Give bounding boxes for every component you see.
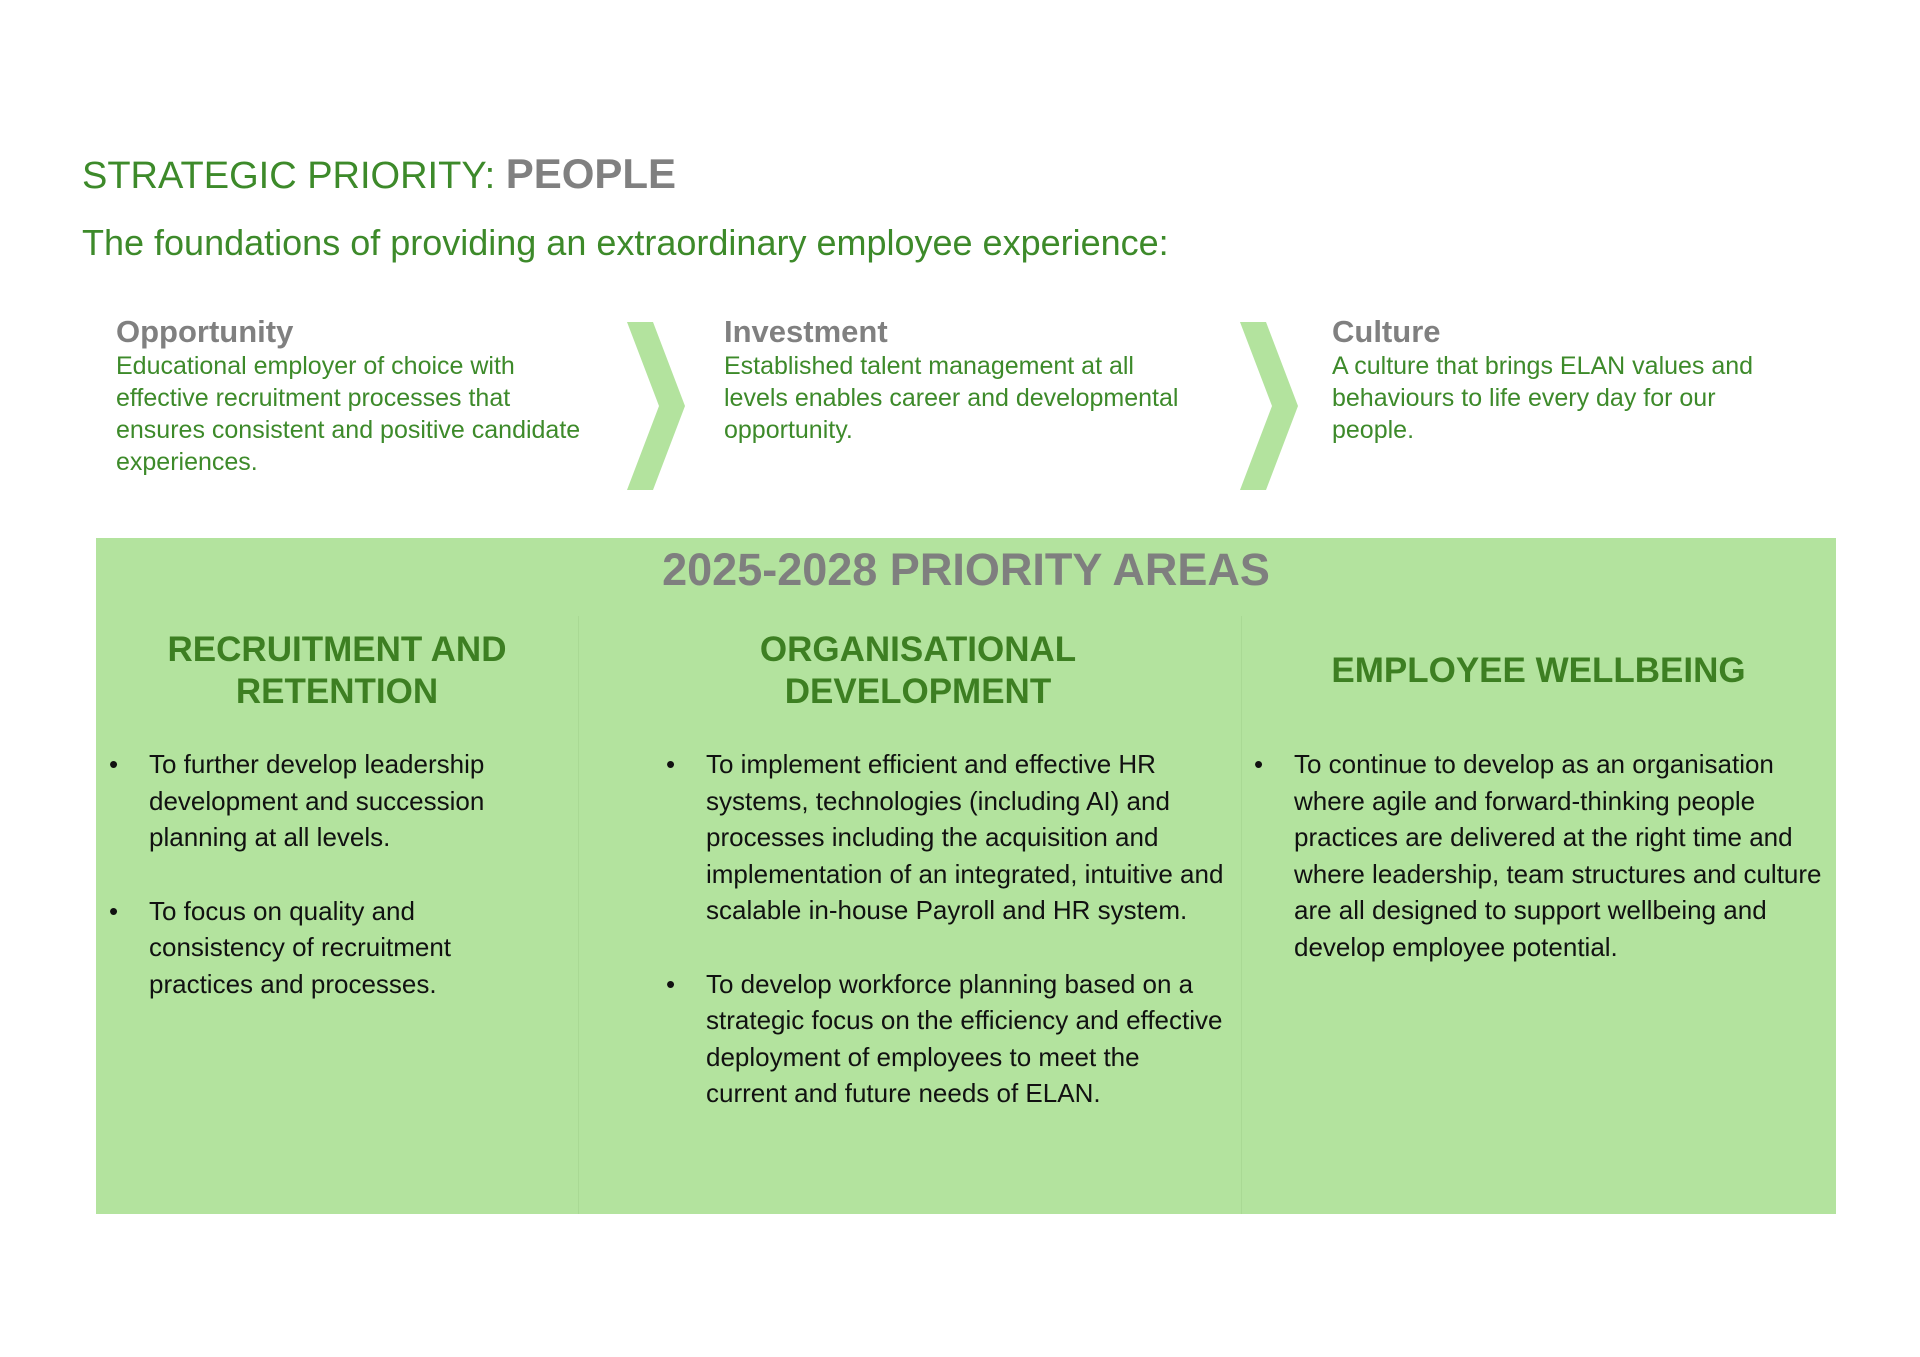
column-heading-line: EMPLOYEE WELLBEING bbox=[1331, 651, 1746, 690]
foundation-text: A culture that brings ELAN values and behaviours to life every day for our people. bbox=[1332, 352, 1754, 444]
bullet: • bbox=[109, 895, 119, 926]
chevron-arrow-icon bbox=[627, 322, 687, 490]
priority-column-wellbeing bbox=[1241, 616, 1836, 1214]
list-item-text: To further develop leadership development and succession planning at all levels. bbox=[149, 749, 485, 852]
priority-column-organisational bbox=[578, 616, 1241, 1214]
foundation-title: Culture bbox=[1332, 314, 1441, 349]
column-heading bbox=[1241, 616, 1836, 726]
page-subtitle: The foundations of providing an extraordinary employee experience: bbox=[82, 222, 1169, 263]
column-heading-line: RETENTION bbox=[235, 672, 439, 711]
foundation-title: Opportunity bbox=[116, 314, 294, 349]
list-item bbox=[666, 746, 1226, 929]
list-item-text: To implement efficient and effective HR systems, technologies (including AI) and processes including the acquisition and implementation of an integrated, intuitive and scalable in-house Payroll and HR system. bbox=[706, 749, 1224, 925]
page-heading bbox=[82, 150, 676, 198]
chevron-arrow-icon bbox=[1240, 322, 1300, 490]
heading-emphasis: PEOPLE bbox=[505, 150, 677, 197]
priority-areas-title: 2025-2028 PRIORITY AREAS bbox=[662, 544, 1270, 595]
column-heading bbox=[96, 616, 578, 726]
bullet: • bbox=[666, 968, 676, 999]
heading-prefix: STRATEGIC PRIORITY: bbox=[82, 155, 506, 197]
list-item bbox=[109, 893, 549, 1003]
priority-column-recruitment bbox=[96, 616, 578, 1214]
foundation-culture bbox=[1332, 314, 1802, 446]
foundation-text: Established talent management at all levels enables career and developmental opportunity. bbox=[724, 352, 1179, 444]
column-heading-line: RECRUITMENT AND bbox=[167, 630, 507, 669]
list-item-text: To develop workforce planning based on a strategic focus on the efficiency and effective deployment of employees to meet the current and future needs of ELAN. bbox=[706, 968, 1223, 1108]
column-heading-line: ORGANISATIONAL bbox=[759, 630, 1077, 669]
foundation-text: Educational employer of choice with effective recruitment processes that ensures consistent and positive candidate experiences. bbox=[116, 352, 581, 476]
bullet: • bbox=[109, 749, 119, 779]
list-item bbox=[666, 966, 1226, 1112]
list-item bbox=[109, 746, 549, 856]
bullet: • bbox=[1254, 749, 1264, 779]
list-item-text: To focus on quality and consistency of recruitment practices and processes. bbox=[149, 895, 452, 999]
foundation-title: Investment bbox=[724, 314, 888, 349]
column-heading bbox=[578, 616, 1118, 726]
priority-list bbox=[1254, 746, 1834, 1002]
list-item-text: To continue to develop as an organisation where agile and forward-thinking people practices are delivered at the right time and where leadership, team structures and culture are all designed to support wellbeing and develop employee potential. bbox=[1294, 749, 1822, 962]
priority-list bbox=[109, 746, 549, 1039]
bullet: • bbox=[666, 749, 676, 779]
priority-areas-panel bbox=[96, 538, 1836, 1214]
foundation-opportunity bbox=[116, 314, 586, 478]
list-item bbox=[1254, 746, 1834, 965]
priority-list bbox=[666, 746, 1226, 1149]
column-heading-line: DEVELOPMENT bbox=[784, 672, 1052, 711]
foundation-investment bbox=[724, 314, 1194, 446]
